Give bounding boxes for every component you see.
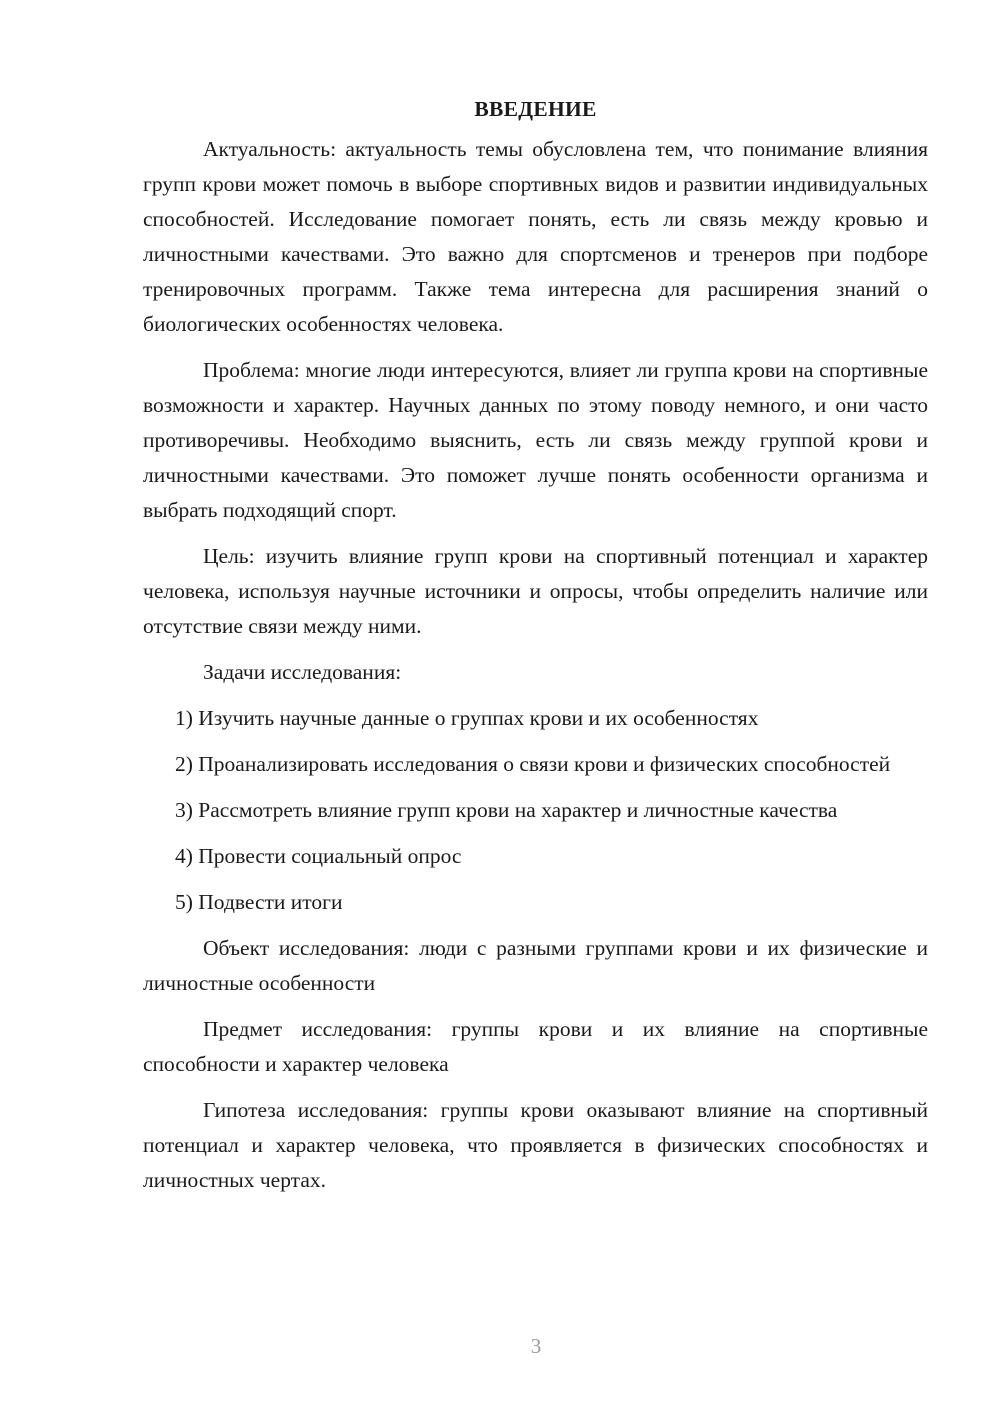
paragraph-goal: Цель: изучить влияние групп крови на спортивный потенциал и характер человека, используя научные источники и опросы, чтобы определить наличие или отсутствие связи между ними. <box>143 544 928 638</box>
task-item: 3) Рассмотреть влияние групп крови на характер и личностные качества <box>175 798 838 822</box>
task-item: 2) Проанализировать исследования о связи крови и физических способностей <box>175 752 891 776</box>
section-title: ВВЕДЕНИЕ <box>474 97 597 121</box>
paragraph-problem: Проблема: многие люди интересуются, влияет ли группа крови на спортивные возможности и характер. Научных данных по этому поводу немного, и они часто противоречивы. Необходимо выяснить, есть ли связь между группой крови и личностными качествами. Это поможет лучше понять особенности организма и выбрать подходящий спорт. <box>143 358 928 522</box>
paragraph-object: Объект исследования: люди с разными группами крови и их физические и личностные особенности <box>143 936 928 995</box>
page-content <box>143 92 928 1209</box>
page-number: 3 <box>530 1334 542 1358</box>
paragraph-subject: Предмет исследования: группы крови и их влияние на спортивные способности и характер человека <box>143 1017 928 1076</box>
task-item: 1) Изучить научные данные о группах крови и их особенностях <box>175 706 759 730</box>
tasks-heading: Задачи исследования: <box>203 660 402 684</box>
paragraph-hypothesis: Гипотеза исследования: группы крови оказывают влияние на спортивный потенциал и характер человека, что проявляется в физических способностях и личностных чертах. <box>143 1098 928 1192</box>
task-item: 4) Провести социальный опрос <box>175 844 462 868</box>
paragraph-relevance: Актуальность: актуальность темы обусловлена тем, что понимание влияния групп крови может помочь в выборе спортивных видов и развитии индивидуальных способностей. Исследование помогает понять, есть ли связь между кровью и личностными качествами. Это важно для спортсменов и тренеров при подборе тренировочных программ. Также тема интересна для расширения знаний о биологических особенностях человека. <box>143 137 928 336</box>
task-item: 5) Подвести итоги <box>175 890 343 914</box>
